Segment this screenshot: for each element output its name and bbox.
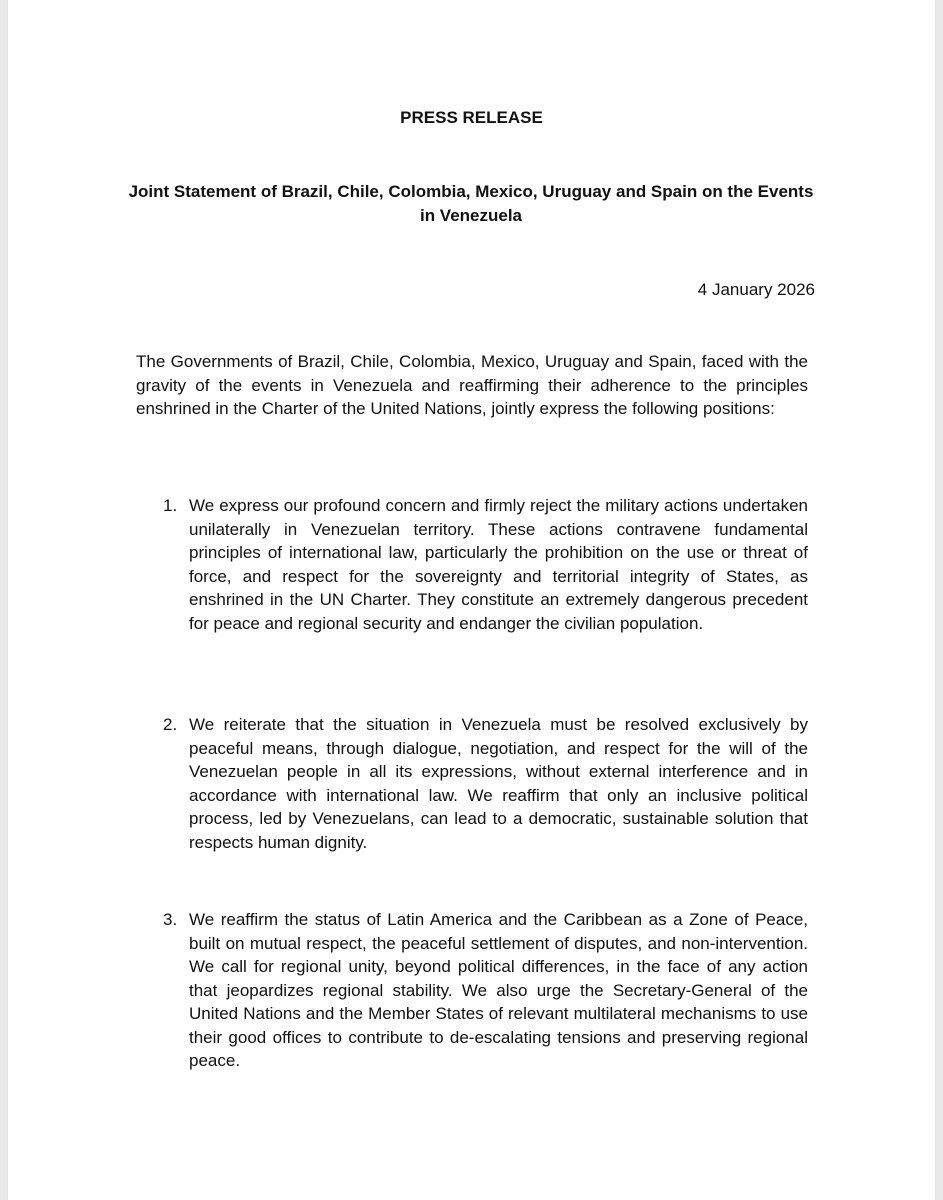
list-item-text: We express our profound concern and firmly reject the military actions undertaken unilaterally in Venezuelan territory. These actions contravene fundamental principles of international law, particularly the prohibition on the use or threat of force, and respect for the sovereignty and territorial integrity of States, as enshrined in the UN Charter. They constitute an extremely dangerous precedent for peace and regional security and endanger the civilian population. bbox=[189, 496, 808, 633]
list-item-number: 2. bbox=[163, 715, 178, 734]
list-item-text: We reiterate that the situation in Venezuela must be resolved exclusively by peaceful means, through dialogue, negotiation, and respect for the will of the Venezuelan people in all its expressions, without external interference and in accordance with international law. We reaffirm that only an inclusive political process, led by Venezuelans, can lead to a democratic, sustainable solution that respects human dignity. bbox=[189, 715, 808, 852]
intro-paragraph: The Governments of Brazil, Chile, Colombia, Mexico, Uruguay and Spain, faced with the gravity of the events in Venezuela and reaffirming their adherence to the principles enshrined in the Charter of the United Nations, jointly express the following positions: bbox=[136, 352, 808, 418]
list-item bbox=[136, 908, 808, 1073]
list-item-number: 3. bbox=[163, 910, 178, 929]
list-item bbox=[136, 713, 808, 854]
list-item-number: 1. bbox=[163, 496, 178, 515]
list-item-text: We reaffirm the status of Latin America and the Caribbean as a Zone of Peace, built on mutual respect, the peaceful settlement of disputes, and non-intervention. We call for regional unity, beyond political differences, in the face of any action that jeopardizes regional stability. We also urge the Secretary-General of the United Nations and the Member States of relevant multilateral mechanisms to use their good offices to contribute to de-escalating tensions and preserving regional peace. bbox=[189, 910, 808, 1070]
statement-subtitle: Joint Statement of Brazil, Chile, Colombia, Mexico, Uruguay and Spain on the Events in Venezuela bbox=[128, 182, 814, 225]
list-item bbox=[136, 494, 808, 635]
release-date: 4 January 2026 bbox=[697, 280, 815, 299]
page-title: PRESS RELEASE bbox=[400, 108, 543, 127]
document-page bbox=[8, 0, 935, 1200]
